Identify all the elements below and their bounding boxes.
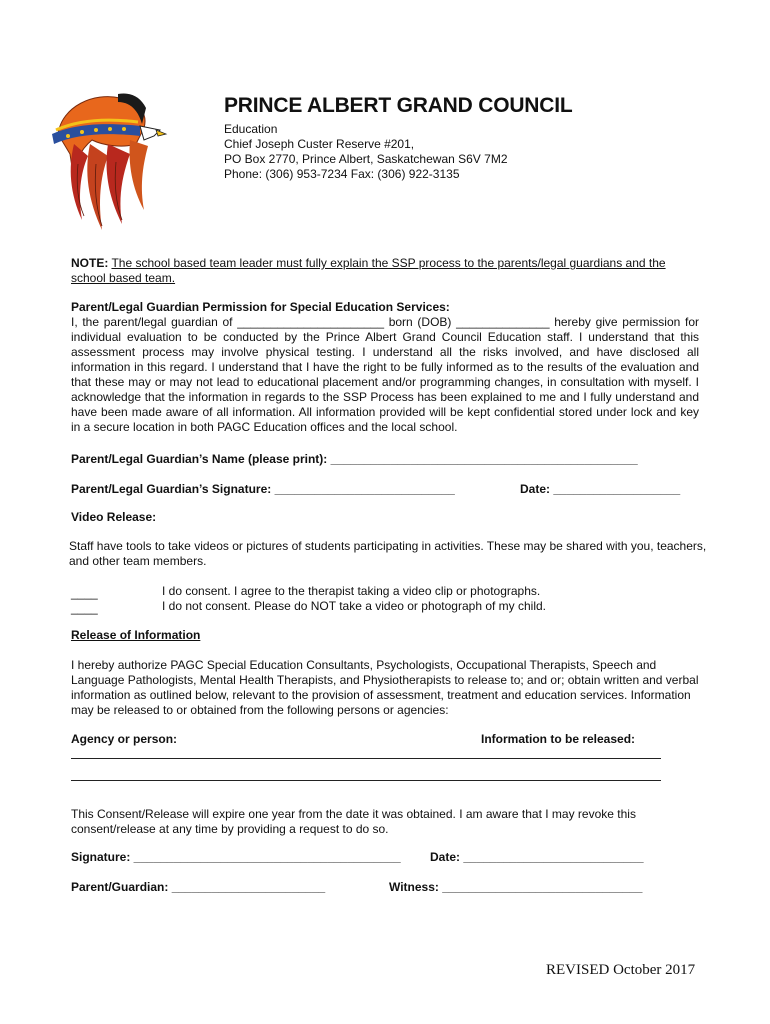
release-line-1[interactable]: [71, 758, 661, 759]
note-paragraph: [71, 256, 699, 286]
release-line-2[interactable]: [71, 780, 661, 781]
consent-checkboxes[interactable]: [71, 586, 98, 616]
parent-guardian-field[interactable]: Parent/Guardian: _______________________: [71, 880, 326, 894]
signature-field[interactable]: Signature: ________________________________________: [71, 850, 401, 864]
permission-body: I, the parent/legal guardian of ______________________ born (DOB) ______________ hereby give permission for individual evaluation to be conducted by the Prince Albert Grand Council Education staff. I understand that this assessment process may involve physical testing. I understand all the risks involved, and have disclosed all information in this regard. I understand that I have the right to be fully informed as to the results of the evaluation and that these may or may not lead to educational placement and/or programming changes, in consultation with myself. I acknowledge that the information in regards to the SSP Process has been explained to me and I fully understand and have been made aware of all information. All information provided will be kept confidential stored under lock and key in a secure location in both PAGC Education offices and the local school.: [71, 315, 699, 434]
consent-yes-text: I do consent. I agree to the therapist taking a video clip or photographs.: [162, 584, 541, 598]
date-field[interactable]: Date: ___________________________: [430, 850, 644, 864]
video-release-heading: Video Release:: [71, 510, 157, 524]
address-line: Chief Joseph Custer Reserve #201,: [224, 137, 415, 151]
address-line: PO Box 2770, Prince Albert, Saskatchewan S6V 7M2: [224, 152, 508, 166]
witness-field[interactable]: Witness: ______________________________: [389, 880, 643, 894]
address-block: [224, 122, 508, 182]
release-body: I hereby authorize PAGC Special Education Consultants, Psychologists, Occupational Therapists, Speech and Language Pathologists, Mental Health Therapists, and Physiotherapists to release to; and or; obtain written and verbal information as outlined below, relevant to the provision of assessment, treatment and education services. Information may be released to or obtained from the following persons or agencies:: [71, 658, 699, 717]
address-line: Education: [224, 122, 278, 136]
agency-label: Agency or person:: [71, 732, 178, 746]
pagc-logo: [44, 84, 172, 240]
release-heading: Release of Information: [71, 628, 201, 642]
note-text: The school based team leader must fully explain the SSP process to the parents/legal guardians and the school based team.: [71, 256, 666, 285]
video-release-body: Staff have tools to take videos or pictures of students participating in activities. These may be shared with you, teachers, and other team members.: [69, 539, 707, 568]
consent-options: [162, 584, 546, 614]
note-label: NOTE:: [71, 256, 109, 270]
consent-no-text: I do not consent. Please do NOT take a video or photograph of my child.: [162, 599, 547, 613]
info-label: Information to be released:: [481, 732, 636, 746]
consent-yes-blank[interactable]: ____: [71, 586, 98, 600]
address-line: Phone: (306) 953-7234 Fax: (306) 922-3135: [224, 167, 460, 181]
permission-heading: Parent/Legal Guardian Permission for Special Education Services:: [71, 300, 450, 314]
signature-date-field[interactable]: Date: ___________________: [520, 482, 681, 496]
consent-no-blank[interactable]: ____: [71, 601, 98, 615]
revision-note: REVISED October 2017: [546, 962, 696, 978]
expiry-paragraph: This Consent/Release will expire one year from the date it was obtained. I am aware that I may revoke this consent/release at any time by providing a request to do so.: [71, 807, 636, 836]
guardian-signature-field[interactable]: Parent/Legal Guardian’s Signature: ___________________________: [71, 482, 455, 496]
organization-title: PRINCE ALBERT GRAND COUNCIL: [224, 94, 573, 117]
guardian-name-field[interactable]: Parent/Legal Guardian’s Name (please print): ______________________________________________: [71, 452, 638, 466]
